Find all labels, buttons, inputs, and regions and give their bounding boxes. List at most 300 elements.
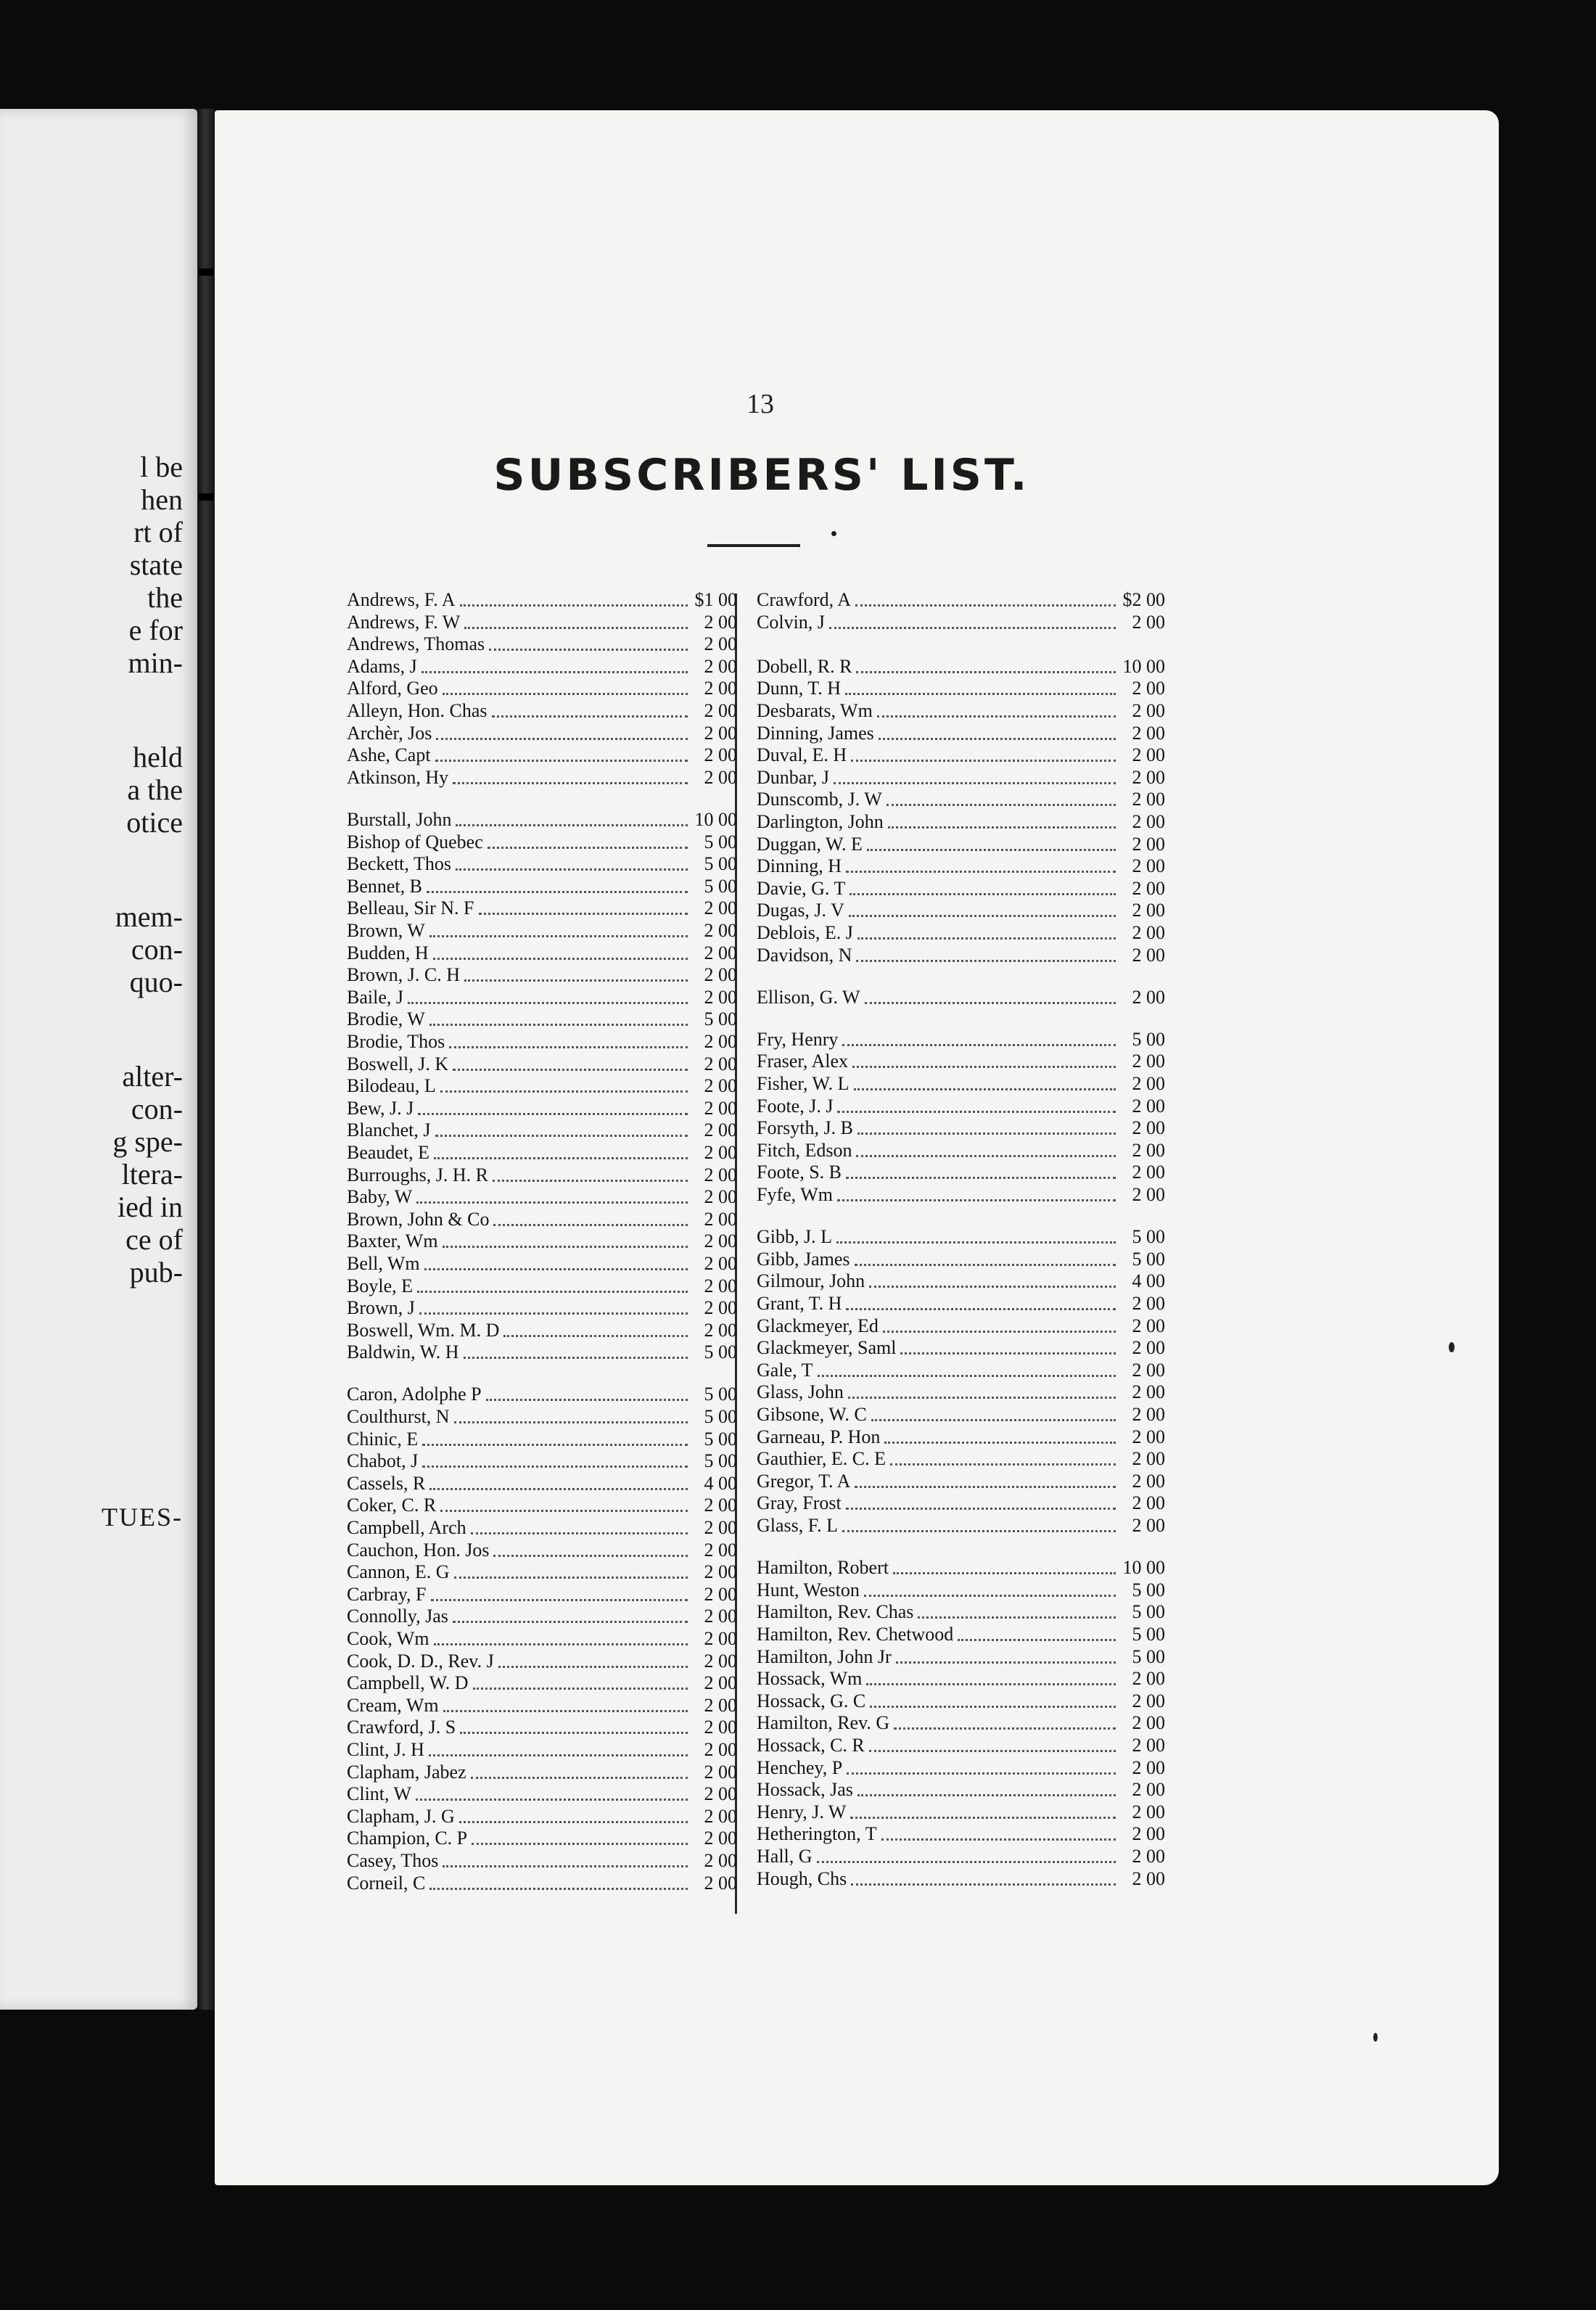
- subscription-amount: 2 00: [704, 1031, 737, 1052]
- subscription-amount: 2 00: [1132, 1846, 1165, 1867]
- subscriber-name: Crawford, J. S: [347, 1717, 456, 1738]
- subscriber-name: Hamilton, Rev. G: [757, 1712, 890, 1733]
- subscription-amount: 5 00: [1132, 1029, 1165, 1050]
- subscriber-entry: [347, 1253, 737, 1275]
- subscriber-name: Cannon, E. G: [347, 1561, 450, 1582]
- subscriber-entry: [347, 612, 737, 633]
- subscriber-entry: [757, 1801, 1165, 1823]
- dot-leader: [888, 826, 1116, 829]
- subscriber-entry: [347, 656, 737, 678]
- title-rule: [707, 544, 800, 547]
- subscriber-name: Belleau, Sir N. F: [347, 897, 474, 918]
- dot-leader: [431, 1599, 688, 1601]
- dot-leader: [416, 1201, 688, 1204]
- subscriber-name: Fyfe, Wm: [757, 1184, 833, 1205]
- subscriber-name: Andrews, Thomas: [347, 633, 485, 654]
- subscriber-name: Fry, Henry: [757, 1029, 839, 1050]
- subscriber-name: Hamilton, Rev. Chas: [757, 1601, 914, 1622]
- left-line: ce of: [126, 1223, 183, 1256]
- dot-leader: [488, 847, 688, 849]
- left-line: ied in: [118, 1191, 183, 1223]
- subscriber-name: Cook, Wm: [347, 1628, 429, 1649]
- subscriber-entry: [757, 1624, 1165, 1645]
- left-line: TUES-: [102, 1503, 183, 1532]
- subscription-amount: 2 00: [704, 987, 737, 1008]
- subscription-amount: 2 00: [704, 1517, 737, 1538]
- dot-leader: [443, 1865, 688, 1867]
- subscriber-name: Champion, C. P: [347, 1828, 468, 1849]
- dot-leader: [493, 1224, 688, 1226]
- subscriber-entry: [347, 1119, 737, 1141]
- subscription-amount: 2 00: [1132, 1404, 1165, 1425]
- dot-leader: [879, 738, 1116, 740]
- subscriber-entry: [757, 878, 1165, 900]
- subscriber-entry: [347, 1186, 737, 1208]
- dot-leader: [460, 1732, 688, 1734]
- subscriber-name: Bilodeau, L: [347, 1075, 436, 1096]
- subscriber-entry: [347, 1651, 737, 1672]
- subscription-amount: 2 00: [704, 1209, 737, 1230]
- subscriber-name: Brown, W: [347, 920, 425, 941]
- subscription-amount: 5 00: [704, 1341, 737, 1362]
- subscription-amount: 2 00: [704, 1606, 737, 1627]
- subscriber-name: Dinning, James: [757, 723, 874, 744]
- subscription-amount: 5 00: [1132, 1601, 1165, 1622]
- dot-leader: [449, 1046, 688, 1048]
- dot-leader: [857, 1794, 1116, 1796]
- subscriber-entry: [347, 876, 737, 897]
- subscriber-entry: [757, 678, 1165, 699]
- subscriber-name: Darlington, John: [757, 811, 884, 832]
- subscriber-entry: [757, 1846, 1165, 1867]
- subscriber-entry: [757, 1184, 1165, 1206]
- subscription-amount: 2 00: [1132, 1051, 1165, 1072]
- subscriber-entry: [347, 1053, 737, 1075]
- dot-leader: [429, 1754, 688, 1756]
- subscriber-name: Hossack, Wm: [757, 1668, 863, 1689]
- page-number: 13: [746, 389, 774, 419]
- dot-leader: [850, 1817, 1116, 1819]
- dot-leader: [443, 693, 688, 695]
- subscription-amount: 2 00: [704, 1495, 737, 1516]
- dot-leader: [498, 1666, 688, 1668]
- subscriber-name: Bell, Wm: [347, 1253, 420, 1274]
- dot-leader: [464, 979, 688, 982]
- subscriber-name: Grant, T. H: [757, 1293, 842, 1314]
- subscription-amount: 2 00: [1132, 1471, 1165, 1492]
- subscriber-entry: [757, 834, 1165, 855]
- subscription-amount: 2 00: [1132, 1801, 1165, 1822]
- subscription-amount: 10 00: [1122, 1557, 1165, 1578]
- subscriber-name: Desbarats, Wm: [757, 700, 873, 721]
- subscriber-entry: [757, 656, 1165, 678]
- dot-leader: [417, 1291, 688, 1293]
- subscriber-entry: [347, 1495, 737, 1516]
- dot-leader: [464, 627, 688, 629]
- subscription-amount: 2 00: [1132, 678, 1165, 699]
- subscriber-name: Archèr, Jos: [347, 723, 432, 744]
- subscriber-entry: [347, 1008, 737, 1030]
- subscription-amount: 2 00: [704, 1540, 737, 1561]
- dot-leader: [848, 1397, 1116, 1399]
- subscriber-entry: [757, 1646, 1165, 1668]
- subscriber-entry: [757, 1249, 1165, 1270]
- dot-leader: [958, 1639, 1116, 1641]
- subscriber-entry: [757, 723, 1165, 744]
- subscriber-name: Dunbar, J: [757, 767, 830, 788]
- subscriber-name: Campbell, Arch: [347, 1517, 466, 1538]
- subscription-amount: 5 00: [704, 831, 737, 852]
- dot-leader: [456, 868, 688, 871]
- dot-leader: [855, 604, 1116, 607]
- dot-leader: [464, 1357, 688, 1359]
- subscriber-entry: [347, 633, 737, 655]
- dot-leader: [857, 937, 1116, 940]
- subscription-amount: $2 00: [1122, 589, 1165, 610]
- subscriber-name: Glackmeyer, Saml: [757, 1337, 897, 1358]
- dot-leader: [486, 1399, 688, 1401]
- subscriber-entry: [347, 1606, 737, 1627]
- subscriber-entry: [757, 1337, 1165, 1359]
- subscription-amount: 2 00: [704, 1275, 737, 1296]
- subscriber-entry: [347, 964, 737, 986]
- subscriber-entry: [347, 1806, 737, 1828]
- subscriber-entry: [347, 1828, 737, 1849]
- subscription-amount: 5 00: [704, 853, 737, 874]
- subscriber-name: Colvin, J: [757, 612, 825, 633]
- subscriber-entry: [757, 1735, 1165, 1756]
- dot-leader: [887, 804, 1116, 806]
- subscription-amount: 2 00: [704, 1075, 737, 1096]
- subscriber-name: Hossack, C. R: [757, 1735, 865, 1756]
- subscriber-entry: [757, 1426, 1165, 1448]
- subscriber-entry: [347, 1142, 737, 1164]
- subscriber-name: Baile, J: [347, 987, 403, 1008]
- subscriber-entry: [757, 1579, 1165, 1601]
- subscription-amount: 2 00: [704, 700, 737, 721]
- subscriber-entry: [347, 1230, 737, 1252]
- subscription-amount: 2 00: [704, 1253, 737, 1274]
- subscriber-name: Duggan, W. E: [757, 834, 863, 855]
- dot-leader: [896, 1661, 1116, 1664]
- subscription-amount: 2 00: [704, 1651, 737, 1672]
- subscription-amount: 2 00: [1132, 1757, 1165, 1778]
- dot-leader: [429, 935, 688, 937]
- dot-leader: [836, 1241, 1116, 1244]
- subscription-amount: 5 00: [1132, 1249, 1165, 1270]
- dot-leader: [419, 1312, 688, 1315]
- dot-leader: [435, 760, 688, 762]
- subscriber-entry: [757, 1779, 1165, 1801]
- subscription-amount: 2 00: [1132, 1360, 1165, 1381]
- dot-leader: [857, 1133, 1116, 1135]
- subscriber-entry: [347, 1739, 737, 1761]
- subscriber-entry: [757, 1140, 1165, 1162]
- dot-leader: [453, 782, 688, 784]
- dot-leader: [856, 960, 1116, 962]
- subscriber-name: Glass, John: [757, 1381, 844, 1402]
- subscriber-name: Cassels, R: [347, 1473, 426, 1494]
- subscriber-entry: [347, 723, 737, 744]
- subscriber-name: Coulthurst, N: [347, 1406, 450, 1427]
- subscriber-name: Coker, C. R: [347, 1495, 437, 1516]
- subscriber-name: Duval, E. H: [757, 744, 847, 765]
- dot-leader: [865, 1002, 1116, 1004]
- subscriber-entry: [757, 1515, 1165, 1537]
- subscription-amount: 5 00: [1132, 1624, 1165, 1645]
- dot-leader: [870, 1706, 1116, 1708]
- subscriber-name: Hossack, G. C: [757, 1690, 866, 1711]
- dot-leader: [855, 1264, 1116, 1266]
- subscriber-name: Baby, W: [347, 1186, 413, 1207]
- subscription-amount: 2 00: [1132, 855, 1165, 876]
- subscription-amount: 2 00: [704, 1806, 737, 1827]
- dot-leader: [846, 1508, 1116, 1510]
- subscription-amount: 2 00: [1132, 700, 1165, 721]
- dot-leader: [429, 1488, 688, 1490]
- subscription-amount: 2 00: [1132, 1712, 1165, 1733]
- subscription-amount: 2 00: [704, 1320, 737, 1341]
- subscriber-entry: [347, 1517, 737, 1539]
- subscription-amount: 2 00: [704, 1828, 737, 1849]
- subscriber-name: Dunn, T. H: [757, 678, 842, 699]
- subscriber-name: Clint, W: [347, 1783, 412, 1804]
- subscription-amount: 2 00: [1132, 1690, 1165, 1711]
- subscriber-name: Campbell, W. D: [347, 1672, 469, 1693]
- subscription-amount: 2 00: [1132, 1668, 1165, 1689]
- subscription-amount: 2 00: [704, 1119, 737, 1140]
- left-line: pub-: [129, 1256, 183, 1288]
- subscriber-name: Atkinson, Hy: [347, 767, 449, 788]
- left-line: e for: [128, 614, 183, 646]
- subscriber-entry: [757, 1868, 1165, 1890]
- subscription-amount: 2 00: [704, 1297, 737, 1318]
- subscriber-name: Clapham, J. G: [347, 1806, 455, 1827]
- subscription-amount: 2 00: [704, 1695, 737, 1716]
- dot-leader: [871, 1419, 1116, 1421]
- subscriber-name: Burroughs, J. H. R: [347, 1164, 489, 1185]
- subscriber-name: Gilmour, John: [757, 1270, 865, 1291]
- subscriber-entry: [347, 1031, 737, 1053]
- subscription-amount: 5 00: [704, 1429, 737, 1450]
- subscription-amount: 2 00: [704, 1717, 737, 1738]
- subscription-amount: 2 00: [1132, 878, 1165, 899]
- left-line: min-: [128, 646, 183, 679]
- subscriber-entry: [347, 1672, 737, 1694]
- subscriber-name: Corneil, C: [347, 1873, 426, 1894]
- dot-leader: [900, 1352, 1116, 1355]
- subscriber-name: Alleyn, Hon. Chas: [347, 700, 488, 721]
- subscription-amount: 2 00: [1132, 834, 1165, 855]
- dot-leader: [851, 760, 1116, 762]
- subscription-amount: 2 00: [704, 1098, 737, 1119]
- subscriber-name: Glackmeyer, Ed: [757, 1315, 879, 1336]
- dot-leader: [890, 1463, 1116, 1466]
- dot-leader: [869, 1750, 1116, 1752]
- subscription-amount: 2 00: [704, 1053, 737, 1074]
- subscriber-entry: [757, 1404, 1165, 1426]
- subscriber-name: Hamilton, Robert: [757, 1557, 889, 1578]
- dot-leader: [918, 1616, 1116, 1619]
- subscriber-name: Cream, Wm: [347, 1695, 439, 1716]
- subscription-amount: 5 00: [1132, 1226, 1165, 1247]
- subscription-amount: 2 00: [704, 1762, 737, 1783]
- dot-leader: [459, 1821, 688, 1823]
- subscription-amount: 2 00: [704, 920, 737, 941]
- left-line: otice: [126, 806, 183, 839]
- subscriber-entry: [757, 1096, 1165, 1117]
- dot-leader: [443, 1710, 688, 1712]
- subscriber-name: Gibsone, W. C: [757, 1404, 867, 1425]
- dot-leader: [429, 1024, 688, 1026]
- subscriber-entry: [347, 987, 737, 1008]
- subscriber-entry: [347, 1297, 737, 1319]
- left-line: hen: [141, 483, 183, 516]
- dot-leader: [433, 958, 688, 960]
- subscription-amount: 2 00: [1132, 1184, 1165, 1205]
- subscriber-entry: [347, 1628, 737, 1650]
- subscriber-name: Davie, G. T: [757, 878, 846, 899]
- dot-leader: [408, 1002, 688, 1004]
- dot-leader: [460, 604, 688, 607]
- dot-leader: [864, 1595, 1116, 1597]
- subscriber-name: Gibb, J. L: [757, 1226, 832, 1247]
- subscription-amount: 2 00: [704, 633, 737, 654]
- dot-leader: [436, 738, 688, 740]
- subscription-amount: 2 00: [704, 767, 737, 788]
- subscription-amount: 5 00: [704, 1406, 737, 1427]
- subscription-amount: 4 00: [704, 1473, 737, 1494]
- subscriber-entry: [757, 1029, 1165, 1051]
- subscriber-name: Andrews, F. A: [347, 589, 456, 610]
- subscriber-entry: [757, 744, 1165, 766]
- subscriber-name: Brodie, W: [347, 1008, 425, 1029]
- dot-leader: [847, 1772, 1116, 1775]
- subscriber-entry: [757, 1690, 1165, 1712]
- subscriber-name: Hamilton, John Jr: [757, 1646, 892, 1667]
- subscriber-entry: [757, 900, 1165, 921]
- dot-leader: [856, 671, 1116, 673]
- subscription-amount: 10 00: [694, 809, 737, 830]
- subscriber-name: Chabot, J: [347, 1450, 419, 1471]
- subscriber-entry: [757, 1668, 1165, 1690]
- subscriber-name: Henry, J. W: [757, 1801, 847, 1822]
- subscription-amount: 5 00: [704, 1384, 737, 1405]
- dot-leader: [418, 1113, 688, 1115]
- subscriber-name: Dinning, H: [757, 855, 842, 876]
- left-line: rt of: [133, 516, 183, 548]
- subscriber-entry: [757, 1557, 1165, 1579]
- dot-leader: [429, 1888, 688, 1890]
- dot-leader: [471, 1532, 688, 1534]
- dot-leader: [453, 1069, 688, 1071]
- subscriber-entry: [347, 1850, 737, 1872]
- subscriber-entry: [347, 1209, 737, 1230]
- subscriber-entry: [347, 1384, 737, 1405]
- subscription-amount: 2 00: [1132, 1293, 1165, 1314]
- book-spine: [197, 109, 216, 2010]
- subscriber-entry: [757, 1162, 1165, 1183]
- subscriber-entry: [757, 612, 1165, 633]
- subscriber-name: Dunscomb, J. W: [757, 789, 882, 810]
- dot-leader: [837, 1111, 1116, 1113]
- subscriber-name: Budden, H: [347, 942, 429, 963]
- dot-leader: [881, 1838, 1116, 1841]
- subscriber-name: Burstall, John: [347, 809, 452, 830]
- facing-left-page: [0, 109, 197, 2010]
- dot-leader: [829, 627, 1116, 629]
- dot-leader: [856, 1155, 1116, 1157]
- dot-leader: [489, 649, 688, 651]
- subscription-amount: 2 00: [704, 1142, 737, 1163]
- subscriber-name: Ashe, Capt: [347, 744, 431, 765]
- subscriber-name: Dobell, R. R: [757, 656, 852, 677]
- subscriber-entry: [757, 767, 1165, 789]
- subscriber-name: Connolly, Jas: [347, 1606, 448, 1627]
- subscriber-name: Hunt, Weston: [757, 1579, 860, 1600]
- subscription-amount: 2 00: [1132, 612, 1165, 633]
- subscriber-name: Boyle, E: [347, 1275, 413, 1296]
- subscription-amount: 2 00: [704, 678, 737, 699]
- subscriber-name: Glass, F. L: [757, 1515, 839, 1536]
- subscription-amount: 2 00: [1132, 744, 1165, 765]
- subscription-amount: 2 00: [704, 723, 737, 744]
- dot-leader: [834, 782, 1116, 784]
- dot-leader: [443, 1246, 688, 1248]
- subscription-amount: 2 00: [1132, 1492, 1165, 1513]
- dot-leader: [453, 1621, 688, 1623]
- dot-leader: [421, 671, 688, 673]
- dot-leader: [424, 1268, 688, 1270]
- subscription-amount: 5 00: [704, 1450, 737, 1471]
- subscriber-name: Carbray, F: [347, 1584, 427, 1605]
- subscriber-entry: [757, 1051, 1165, 1072]
- subscriber-name: Alford, Geo: [347, 678, 438, 699]
- subscriber-name: Cauchon, Hon. Jos: [347, 1540, 490, 1561]
- dot-leader: [850, 893, 1116, 895]
- subscription-amount: 2 00: [1132, 1735, 1165, 1756]
- subscription-amount: 5 00: [704, 876, 737, 897]
- subscription-amount: 2 00: [704, 1164, 737, 1185]
- subscriber-entry: [347, 831, 737, 853]
- subscription-amount: 2 00: [704, 1230, 737, 1251]
- dot-leader: [434, 1157, 688, 1159]
- subscription-amount: 2 00: [1132, 789, 1165, 810]
- dot-leader: [818, 1375, 1116, 1377]
- subscriber-entry: [347, 1275, 737, 1297]
- subscriber-name: Gray, Frost: [757, 1492, 842, 1513]
- subscriber-name: Brown, John & Co: [347, 1209, 490, 1230]
- subscription-amount: 2 00: [1132, 1337, 1165, 1358]
- dot-leader: [884, 1442, 1116, 1444]
- subscriber-entry: [347, 942, 737, 964]
- subscription-amount: 2 00: [704, 1561, 737, 1582]
- page-title: SUBSCRIBERS' LIST.: [493, 450, 1030, 501]
- dot-leader: [440, 1510, 688, 1512]
- left-line: the: [147, 581, 183, 614]
- left-line: g spe-: [112, 1125, 183, 1158]
- subscription-amount: 2 00: [704, 1628, 737, 1649]
- subscriber-entry: [347, 809, 737, 831]
- subscription-amount: 2 00: [1132, 1381, 1165, 1402]
- subscriber-name: Foote, J. J: [757, 1096, 834, 1117]
- dot-leader: [503, 1335, 688, 1337]
- subscription-amount: 2 00: [1132, 1426, 1165, 1447]
- subscriber-name: Henchey, P: [757, 1757, 843, 1778]
- subscription-amount: 2 00: [1132, 1515, 1165, 1536]
- subscriber-name: Hossack, Jas: [757, 1779, 853, 1800]
- subscriber-entry: [347, 1783, 737, 1805]
